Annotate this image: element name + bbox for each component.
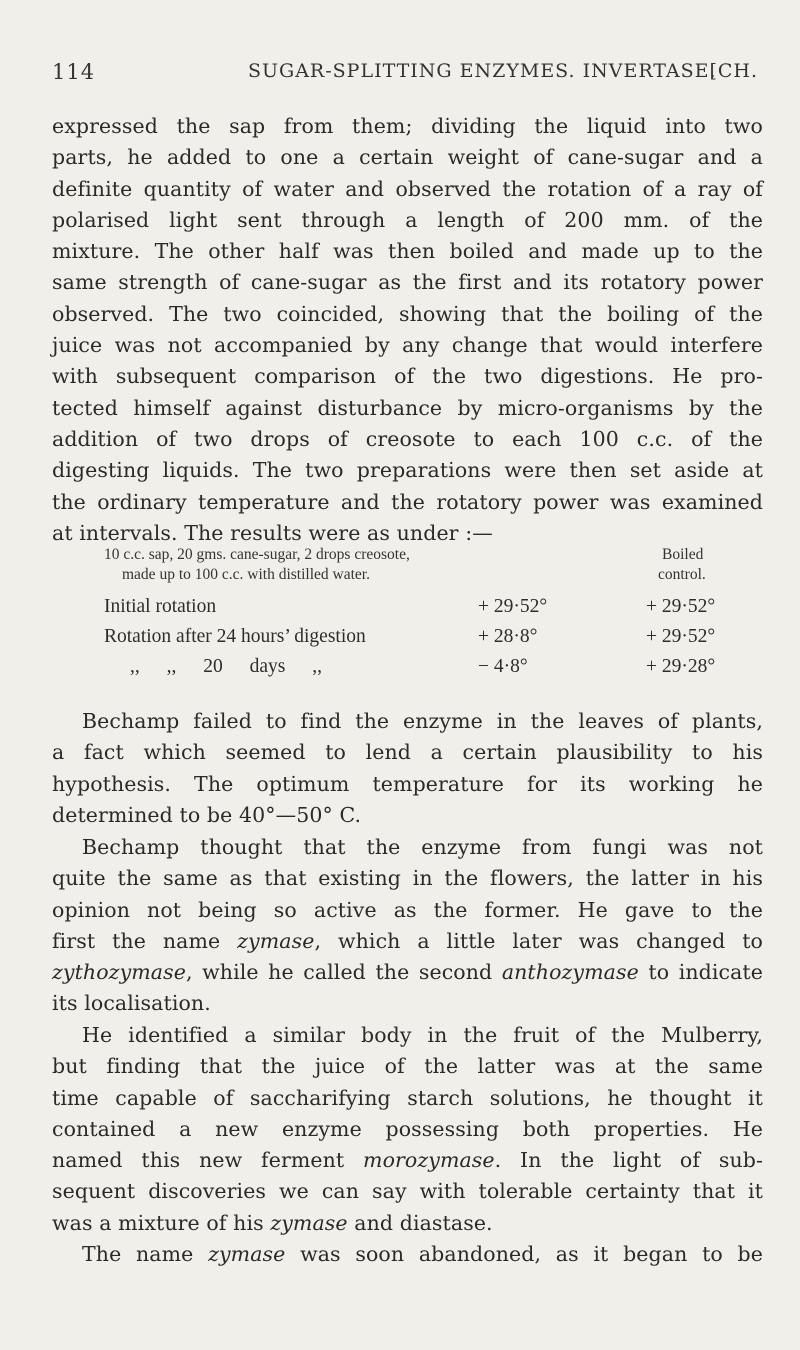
running-title: SUGAR-SPLITTING ENZYMES. INVERTASE. [248,60,717,82]
row-label: Rotation after 24 hours’ digestion [104,626,366,647]
text-line: at intervals. The results were as under :— [52,520,493,545]
text-line: zythozymase, while he called the second anthozymase to indicate [52,960,763,985]
running-header [52,60,758,90]
table-caption: 10 c.c. sap, 20 gms. cane-sugar, 2 drops creosote, [104,546,410,563]
text-line: addition of two drops of creosote to each 100 c.c. of the [52,426,763,451]
paragraph-1 [52,111,763,549]
text-line: contained a new enzyme possessing both properties. He [52,1116,763,1141]
text-line: first the name zymase, which a little later was changed to [52,928,764,953]
text-line: tected himself against disturbance by micro-organisms by the [52,395,763,420]
row-label: ,, ,, 20 days ,, [130,656,322,677]
row-label: Initial rotation [104,596,217,617]
text-line: polarised light sent through a length of 200 mm. of the [52,207,763,232]
text-line: a fact which seemed to lend a certain plausibility to his [52,740,763,765]
paragraph-5 [52,1239,763,1270]
text-line: opinion not being so active as the former. He gave to the [52,897,763,922]
text-line: named this new ferment morozymase. In the light of sub- [52,1148,763,1173]
control-column-header: Boiled [662,546,704,563]
text-line: He identified a similar body in the fruit of the Mulberry, [82,1023,763,1047]
text-line: Bechamp failed to find the enzyme in the leaves of plants, [82,709,763,733]
text-line: observed. The two coincided, showing that the boiling of the [52,301,763,326]
control-value: + 29·52° [646,626,716,647]
text-line: its localisation. [52,991,211,1016]
paragraph-3 [52,832,763,1020]
text-line: digesting liquids. The two preparations were then set aside at [52,458,763,483]
sap-value: + 29·52° [478,596,548,617]
text-line: juice was not accompanied by any change that would interfere [52,333,763,358]
paragraph-2 [52,706,763,831]
text-line: the ordinary temperature and the rotatory power was examined [52,489,763,514]
text-line: was a mixture of his zymase and diastase. [52,1210,493,1235]
text-line: with subsequent comparison of the two digestions. He pro- [52,364,763,389]
sap-value: − 4·8° [478,656,528,677]
control-value: + 29·52° [646,596,716,617]
text-line: sequent discoveries we can say with tolerable certainty that it [52,1179,763,1204]
text-line: hypothesis. The optimum temperature for its working he [52,771,763,796]
control-value: + 29·28° [646,656,716,677]
page-number: 114 [52,60,96,84]
table-caption: made up to 100 c.c. with distilled water. [122,566,370,583]
text-line: Bechamp thought that the enzyme from fungi was not [82,835,763,859]
text-line: same strength of cane-sugar as the first and its rotatory power [52,270,763,295]
text-line: determined to be 40°—50° C. [52,802,362,827]
text-line: but finding that the juice of the latter was at the same [52,1054,763,1079]
chapter-marker: [CH. [709,60,758,82]
text-line: parts, he added to one a certain weight of cane-sugar and a [52,145,763,170]
text-line: definite quantity of water and observed the rotation of a ray of [52,176,763,201]
text-line: The name zymase was soon abandoned, as it began to be [82,1242,763,1266]
text-line: quite the same as that existing in the flowers, the latter in his [52,866,763,891]
control-column-header: control. [658,566,706,583]
paragraph-4 [52,1020,763,1239]
text-line: expressed the sap from them; dividing the liquid into two [52,114,763,138]
text-line: mixture. The other half was then boiled and made up to the [52,239,763,264]
sap-value: + 28·8° [478,626,538,647]
text-line: time capable of saccharifying starch solutions, he thought it [52,1085,763,1110]
